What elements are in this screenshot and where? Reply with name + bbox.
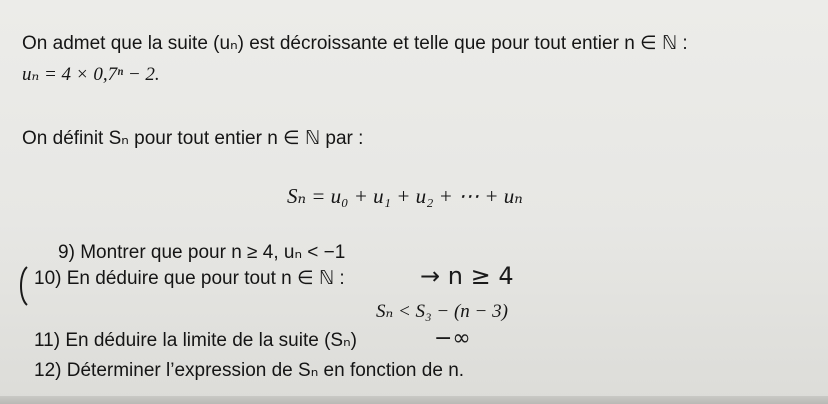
question-12-number: 12) xyxy=(34,360,62,381)
question-9 xyxy=(58,241,345,265)
question-10-inequality: Sₙ < S₃ − (n − 3) xyxy=(376,301,508,322)
handwritten-limit-note: −∞ xyxy=(434,326,471,351)
definition-formula: Sₙ = u₀ + u₁ + u₂ + ⋯ + uₙ xyxy=(287,184,523,208)
question-10 xyxy=(34,267,345,291)
question-10-text: En déduire que pour tout n ∈ ℕ : xyxy=(66,268,345,289)
definition-line: On définit Sₙ pour tout entier n ∈ ℕ par : xyxy=(22,128,364,149)
question-11 xyxy=(34,329,357,353)
question-11-text: En déduire la limite de la suite (Sₙ) xyxy=(65,330,357,351)
question-10-number: 10) xyxy=(34,268,62,289)
question-11-number: 11) xyxy=(34,330,61,351)
intro-line-1: On admet que la suite (uₙ) est décroissante et telle que pour tout entier n ∈ ℕ : xyxy=(22,33,688,54)
page-edge xyxy=(0,396,828,404)
handwritten-arrow-note: → n ≥ 4 xyxy=(420,262,514,290)
question-12-text: Déterminer l’expression de Sₙ en fonction de n. xyxy=(66,360,465,381)
handwritten-bracket-icon xyxy=(16,266,30,306)
intro-line-2: uₙ = 4 × 0,7ⁿ − 2. xyxy=(22,64,160,85)
question-12 xyxy=(34,359,464,383)
question-9-text: Montrer que pour n ≥ 4, uₙ < −1 xyxy=(80,242,346,263)
question-9-number: 9) xyxy=(58,242,75,263)
